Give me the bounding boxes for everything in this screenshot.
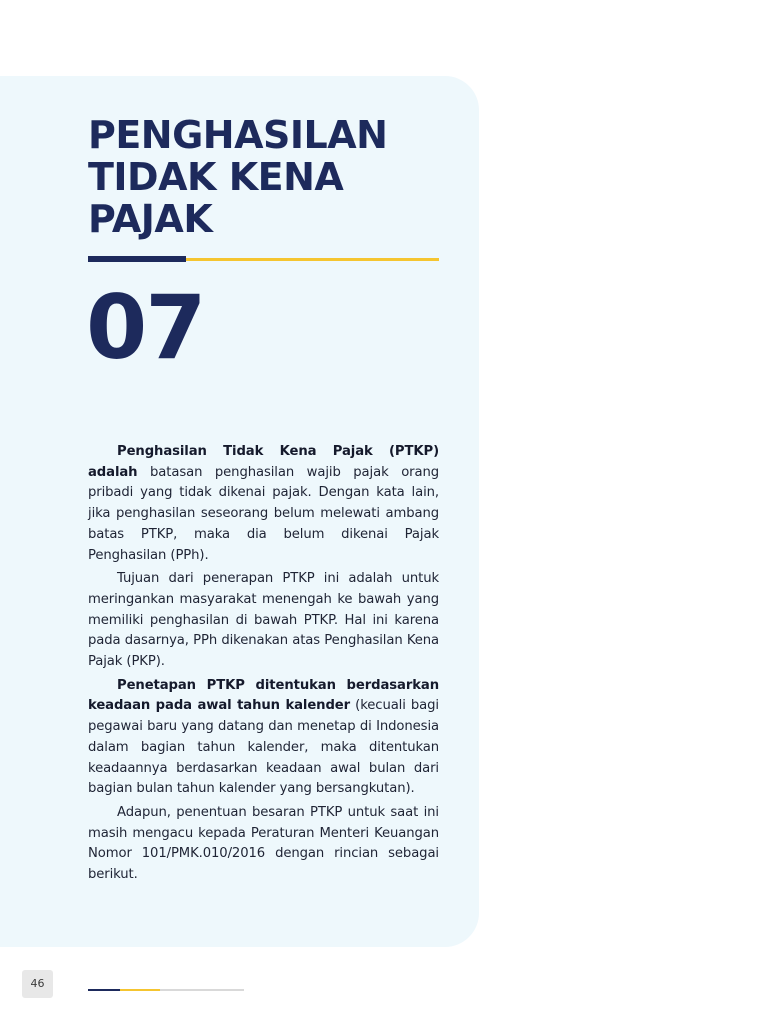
footer-rule-gold-segment (120, 989, 160, 991)
chapter-number: 07 (86, 276, 205, 379)
paragraph-text: Tujuan dari penerapan PTKP ini adalah untuk meringankan masyarakat menengah ke bawah yang memiliki penghasilan di bawah PTKP. Hal ini karena pada dasarnya, PPh dikenakan atas Penghasilan Kena Pajak (PKP). (88, 571, 439, 670)
paragraph-text: (kecuali bagi pegawai baru yang datang dan menetap di Indonesia dalam bagian tahun kalender, maka ditentukan keadaannya berdasarkan keadaan awal bulan dari bagian bulan tahun kalender yang bersangkutan). (88, 698, 439, 797)
footer-rule-grey-segment (160, 989, 244, 991)
body-text (88, 442, 439, 889)
paragraph-bold-lead: Penetapan PTKP ditentukan berdasarkan keadaan pada awal tahun kalender (88, 677, 439, 714)
title-underline (88, 256, 439, 262)
title-underline-navy-segment (88, 256, 186, 262)
title-underline-gold-segment (186, 258, 439, 261)
paragraph-bold-lead: Penghasilan Tidak Kena Pajak (PTKP) adalah (88, 444, 439, 480)
chapter-title: PENGHASILAN TIDAK KENA PAJAK (88, 113, 388, 241)
paragraph-text: Adapun, penentuan besaran PTKP untuk saat ini masih mengacu kepada Peraturan Menteri Keuangan Nomor 101/PMK.010/2016 dengan rincian sebagai berikut. (88, 804, 439, 883)
paragraph-ptkp-purpose (88, 569, 439, 673)
footer-rule-navy-segment (88, 989, 120, 991)
page-number: 46 (22, 970, 53, 998)
paragraph-ptkp-definition (88, 442, 439, 566)
paragraph-text: batasan penghasilan wajib pajak orang pribadi yang tidak dikenai pajak. Dengan kata lain, jika penghasilan seseorang belum melewati ambang batas PTKP, maka dia belum dikenai Pajak Penghasilan (PPh). (88, 464, 439, 563)
paragraph-ptkp-determination (88, 676, 439, 800)
footer-progress-rule (88, 989, 244, 991)
paragraph-ptkp-regulation (88, 803, 439, 886)
